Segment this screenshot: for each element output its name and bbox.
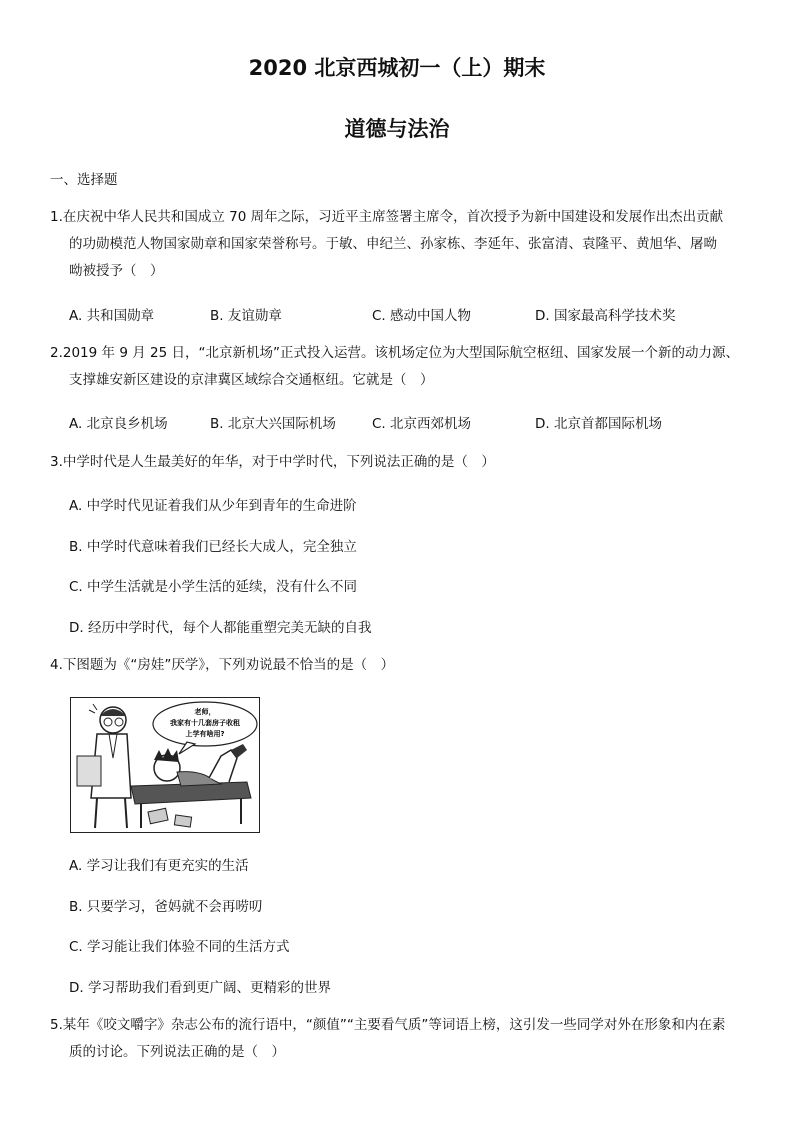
speech-bubble-text: 上学有啥用?: [185, 730, 225, 738]
question-3-option-d: D. 经历中学时代，每个人都能重塑完美无缺的自我: [69, 620, 372, 636]
question-2-line: 支撑雄安新区建设的京津冀区域综合交通枢纽。它就是（ ）: [69, 372, 434, 388]
cartoon-image: [70, 697, 260, 833]
document-subtitle: 道德与法治: [344, 117, 450, 141]
question-5: [50, 1012, 750, 1066]
question-4-option-a: A. 学习让我们有更充实的生活: [69, 858, 249, 874]
question-4-option-c: C. 学习能让我们体验不同的生活方式: [69, 939, 290, 955]
question-2: [50, 340, 750, 394]
question-2-option-d: D. 北京首都国际机场: [535, 416, 662, 432]
question-2-option-b: B. 北京大兴国际机场: [210, 416, 336, 432]
speech-bubble-text: 老师，: [194, 708, 216, 716]
speech-bubble-text: 我家有十几套房子收租: [170, 719, 240, 727]
question-4-line: 4.下图题为《“房娃”厌学》，下列劝说最不恰当的是（ ）: [50, 657, 395, 673]
question-4: [50, 652, 750, 679]
question-3-option-a: A. 中学时代见证着我们从少年到青年的生命进阶: [69, 498, 357, 514]
question-4-option-b: B. 只要学习，爸妈就不会再唠叨: [69, 899, 263, 915]
question-1-option-c: C. 感动中国人物: [372, 308, 472, 324]
question-2-option-c: C. 北京西郊机场: [372, 416, 472, 432]
question-4-option-d: D. 学习帮助我们看到更广阔、更精彩的世界: [69, 980, 331, 996]
question-1-option-a: A. 共和国勋章: [69, 308, 155, 324]
question-2-option-a: A. 北京良乡机场: [69, 416, 168, 432]
section-label: 一、选择题: [50, 172, 118, 188]
question-5-line: 质的讨论。下列说法正确的是（ ）: [69, 1044, 285, 1060]
question-1-option-d: D. 国家最高科学技术奖: [535, 308, 676, 324]
cartoon-illustration: [71, 698, 259, 832]
question-1-line: 的功勋模范人物国家勋章和国家荣誉称号。于敏、申纪兰、孙家栋、李延年、张富清、袁隆平、黄旭华、屠呦: [69, 236, 717, 252]
question-1-line: 呦被授予（ ）: [69, 263, 164, 279]
question-3: [50, 449, 750, 476]
question-1-line: 1.在庆祝中华人民共和国成立 70 周年之际，习近平主席签署主席令，首次授予为新中国建设和发展作出杰出贡献: [50, 209, 724, 225]
document-title: 2020 北京西城初一（上）期末: [248, 56, 546, 80]
question-3-option-c: C. 中学生活就是小学生活的延续，没有什么不同: [69, 579, 358, 595]
question-2-line: 2.2019 年 9 月 25 日，“北京新机场”正式投入运营。该机场定位为大型国际航空枢纽、国家发展一个新的动力源、: [50, 345, 739, 361]
question-5-line: 5.某年《咬文嚼字》杂志公布的流行语中，“颜值”“主要看气质”等词语上榜，这引发一些同学对外在形象和内在素: [50, 1017, 726, 1033]
question-3-option-b: B. 中学时代意味着我们已经长大成人，完全独立: [69, 539, 357, 555]
question-1-option-b: B. 友谊勋章: [210, 308, 282, 324]
question-3-line: 3.中学时代是人生最美好的年华，对于中学时代，下列说法正确的是（ ）: [50, 454, 495, 470]
question-1: [50, 204, 750, 285]
